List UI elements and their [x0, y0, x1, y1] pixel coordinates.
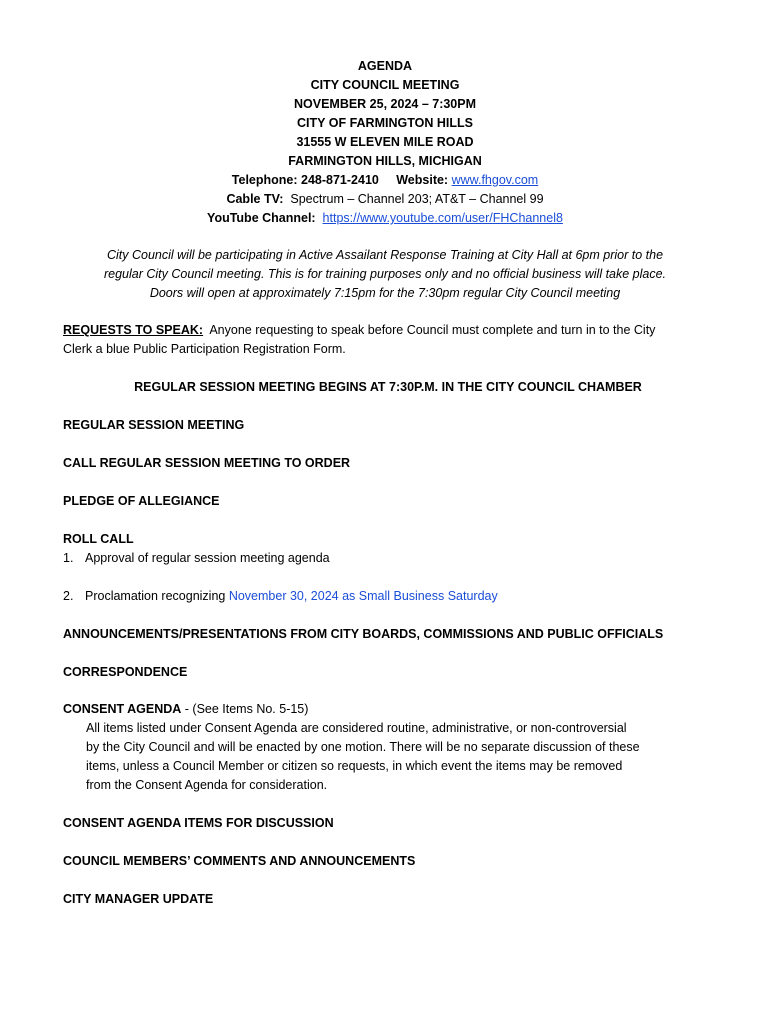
website-link[interactable]: www.fhgov.com [451, 173, 539, 187]
city-manager-heading: CITY MANAGER UPDATE [63, 892, 214, 906]
council-comments-heading: COUNCIL MEMBERS’ COMMENTS AND ANNOUNCEMENTS [63, 854, 416, 868]
item-2-text: Proclamation recognizing [85, 589, 229, 603]
requests-text-2: Clerk a blue Public Participation Registration Form. [63, 342, 346, 356]
consent-items-discussion-heading: CONSENT AGENDA ITEMS FOR DISCUSSION [63, 816, 334, 830]
consent-line-3: items, unless a Council Member or citizen so requests, in which event the items may be removed [86, 759, 623, 773]
header-city-state: FARMINGTON HILLS, MICHIGAN [288, 154, 482, 168]
agenda-item-2 [63, 587, 713, 606]
training-notice [60, 246, 710, 303]
cable-label: Cable TV: [226, 192, 284, 206]
call-to-order-heading: CALL REGULAR SESSION MEETING TO ORDER [63, 456, 351, 470]
pledge-heading: PLEDGE OF ALLEGIANCE [63, 494, 220, 508]
website-label: Website: [396, 173, 449, 187]
item-2-number: 2. [63, 589, 74, 603]
consent-agenda-heading [63, 700, 713, 719]
consent-line-2: by the City Council and will be enacted by one motion. There will be no separate discussion of these [86, 740, 640, 754]
requests-text-1: Anyone requesting to speak before Council must complete and turn in to the City [209, 323, 656, 337]
item-2-link[interactable]: November 30, 2024 as Small Business Saturday [228, 589, 498, 603]
notice-line-2: regular City Council meeting. This is for training purposes only and no official business will take place. [103, 267, 667, 281]
youtube-label: YouTube Channel: [207, 211, 316, 225]
header-cable-line [0, 190, 770, 209]
header-date: NOVEMBER 25, 2024 – 7:30PM [293, 97, 477, 111]
cable-value: Spectrum – Channel 203; AT&T – Channel 99 [290, 192, 544, 206]
agenda-item-1 [63, 549, 713, 568]
correspondence-heading: CORRESPONDENCE [63, 665, 188, 679]
header-contact-line [0, 171, 770, 190]
session-begins-heading: REGULAR SESSION MEETING BEGINS AT 7:30P.M. IN THE CITY COUNCIL CHAMBER [134, 380, 642, 394]
notice-line-1: City Council will be participating in Active Assailant Response Training at City Hall at 6pm prior to the [106, 248, 664, 262]
item-1-text: Approval of regular session meeting agenda [85, 551, 330, 565]
consent-agenda-label: CONSENT AGENDA [63, 702, 182, 716]
regular-session-heading: REGULAR SESSION MEETING [63, 418, 245, 432]
header-youtube-line [0, 209, 770, 228]
announcements-heading: ANNOUNCEMENTS/PRESENTATIONS FROM CITY BOARDS, COMMISSIONS AND PUBLIC OFFICIALS [63, 627, 664, 641]
item-1-number: 1. [63, 551, 74, 565]
telephone-label: Telephone: 248-871-2410 [231, 173, 379, 187]
consent-agenda-description [86, 719, 708, 795]
agenda-header [0, 57, 770, 228]
header-meeting-type: CITY COUNCIL MEETING [310, 78, 460, 92]
requests-label: REQUESTS TO SPEAK: [63, 323, 204, 337]
consent-agenda-note: - (See Items No. 5-15) [181, 702, 309, 716]
roll-call-heading: ROLL CALL [63, 532, 134, 546]
header-city: CITY OF FARMINGTON HILLS [297, 116, 473, 130]
consent-line-1: All items listed under Consent Agenda are considered routine, administrative, or non-controversial [86, 721, 627, 735]
requests-to-speak [63, 321, 713, 359]
header-title: AGENDA [357, 59, 413, 73]
notice-line-3: Doors will open at approximately 7:15pm for the 7:30pm regular City Council meeting [149, 286, 621, 300]
youtube-link[interactable]: https://www.youtube.com/user/FHChannel8 [322, 211, 563, 225]
consent-line-4: from the Consent Agenda for consideration. [86, 778, 328, 792]
header-address: 31555 W ELEVEN MILE ROAD [296, 135, 474, 149]
roll-call-section [63, 530, 713, 568]
